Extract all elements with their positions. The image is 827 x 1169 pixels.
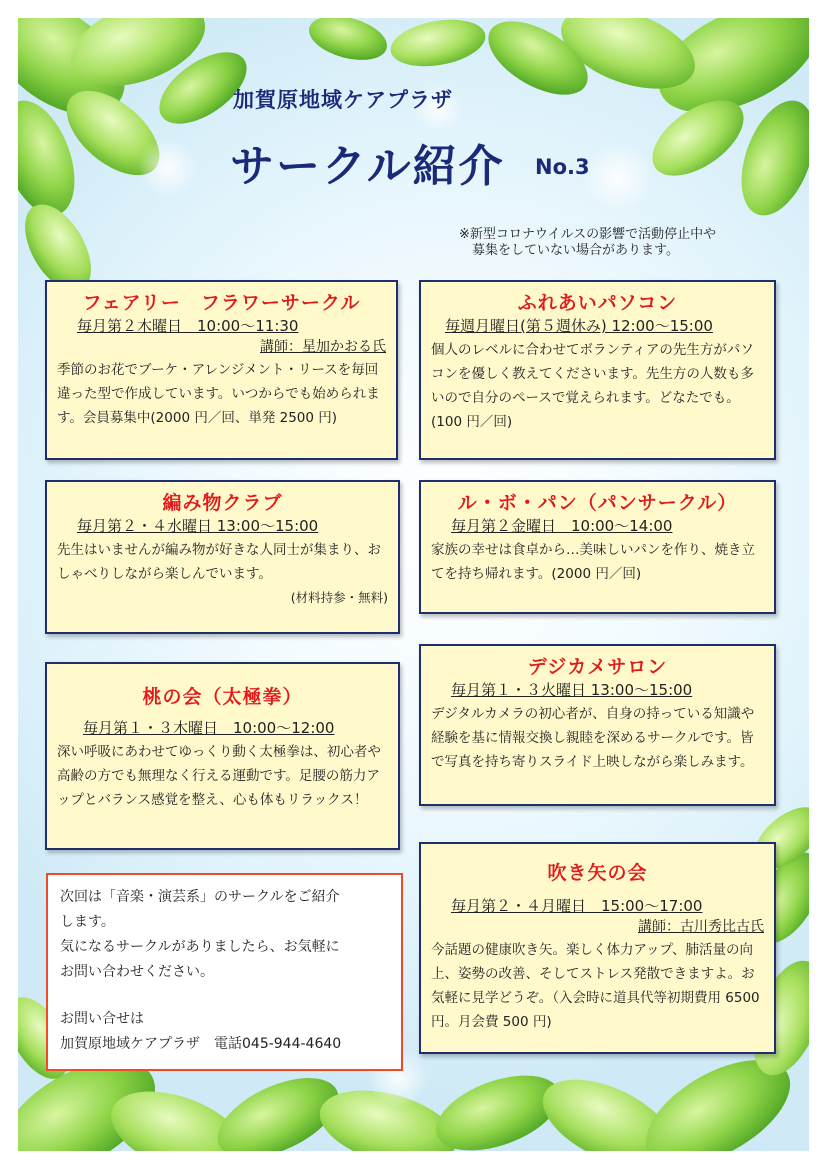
- circle-card-taichi: [45, 662, 400, 850]
- circle-description: 今話題の健康吹き矢。楽しく体力アップ、肺活量の向上、姿勢の改善、そしてストレス発散できますよ。お気軽に見学どうぞ。（入会時に道具代等初期費用 6500 円。月会費 500 円): [431, 942, 760, 1030]
- circle-description: 深い呼吸にあわせてゆっくり動く太極拳は、初心者や高齢の方でも無理なく行える運動です。足腰の筋力アップとバランス感覚を整え、心も体もリラックス！: [57, 744, 381, 808]
- info-line: します。: [60, 914, 115, 930]
- circle-schedule: 毎月第２・４月曜日 15:00～17:00: [451, 897, 703, 915]
- circle-description: 家族の幸せは食卓から…美味しいパンを作り、焼き立てを持ち帰れます。(2000 円／回): [431, 542, 755, 582]
- circle-schedule: 毎月第２金曜日 10:00～14:00: [451, 517, 673, 535]
- page-title: サークル紹介: [230, 141, 505, 192]
- organization-name: 加賀原地域ケアプラザ: [233, 88, 453, 112]
- circle-card-pc: [419, 280, 776, 460]
- info-line: 次回は「音楽・演芸系」のサークルをご紹介: [60, 889, 340, 905]
- circle-name: 吹き矢の会: [547, 862, 648, 884]
- circle-instructor: 講師：星加かおる氏: [260, 339, 386, 355]
- circle-card-fukiya: [419, 842, 776, 1054]
- circle-description: 先生はいませんが編み物が好きな人同士が集まり、おしゃべりしながら楽しんでいます。: [57, 542, 381, 582]
- circle-card-flower: [45, 280, 398, 460]
- next-issue-info-box: [46, 873, 403, 1071]
- info-line: お問い合わせください。: [60, 964, 214, 980]
- flyer-page: [18, 18, 809, 1151]
- circle-description: デジタルカメラの初心者が、自身の持っている知識や経験を基に情報交換し親睦を深めるサークルです。皆で写真を持ち寄りスライド上映しながら楽しみます。: [431, 706, 755, 770]
- circle-schedule: 毎月第１・３火曜日 13:00～15:00: [451, 681, 693, 699]
- circle-name: ル・ボ・パン（パンサークル）: [457, 492, 738, 514]
- notice-line: 募集をしていない場合があります。: [472, 243, 679, 258]
- circle-card-knitting: [45, 480, 400, 634]
- covid-notice: [459, 227, 716, 259]
- circle-name: 桃の会（太極拳）: [142, 686, 303, 708]
- circle-description: 個人のレベルに合わせてボランティアの先生方がパソコンを優しく教えてくださいます。先生方の人数も多いので自分のペースで覚えられます。どなたでも。(100 円／回): [431, 342, 754, 430]
- circle-schedule: 毎月第１・３木曜日 10:00～12:00: [83, 719, 335, 737]
- circle-name: 編み物クラブ: [162, 492, 283, 514]
- circle-schedule: 毎週月曜日(第５週休み) 12:00～15:00: [445, 317, 713, 335]
- info-line: 気になるサークルがありましたら、お気軽に: [60, 939, 340, 955]
- circle-schedule: 毎月第２木曜日 10:00～11:30: [77, 317, 299, 335]
- contact-line: 加賀原地域ケアプラザ 電話045-944-4640: [60, 1036, 342, 1052]
- circle-description: 季節のお花でブーケ・アレンジメント・リースを毎回違った型で作成しています。いつからでも始められます。会員募集中(2000 円／回、単発 2500 円): [57, 362, 380, 426]
- circle-instructor: 講師：古川秀比古氏: [638, 919, 764, 935]
- circle-name: デジカメサロン: [527, 656, 668, 678]
- circle-name: フェアリー フラワーサークル: [82, 292, 361, 314]
- circle-card-camera: [419, 644, 776, 806]
- circle-schedule: 毎月第２・４水曜日 13:00～15:00: [77, 517, 319, 535]
- notice-line: ※新型コロナウイルスの影響で活動停止中や: [459, 227, 717, 242]
- issue-number: No.3: [535, 155, 590, 179]
- circle-card-bread: [419, 480, 776, 614]
- circle-name: ふれあいパソコン: [517, 292, 678, 314]
- contact-heading: お問い合せは: [60, 1011, 144, 1027]
- circle-note: (材料持参・無料): [290, 590, 388, 605]
